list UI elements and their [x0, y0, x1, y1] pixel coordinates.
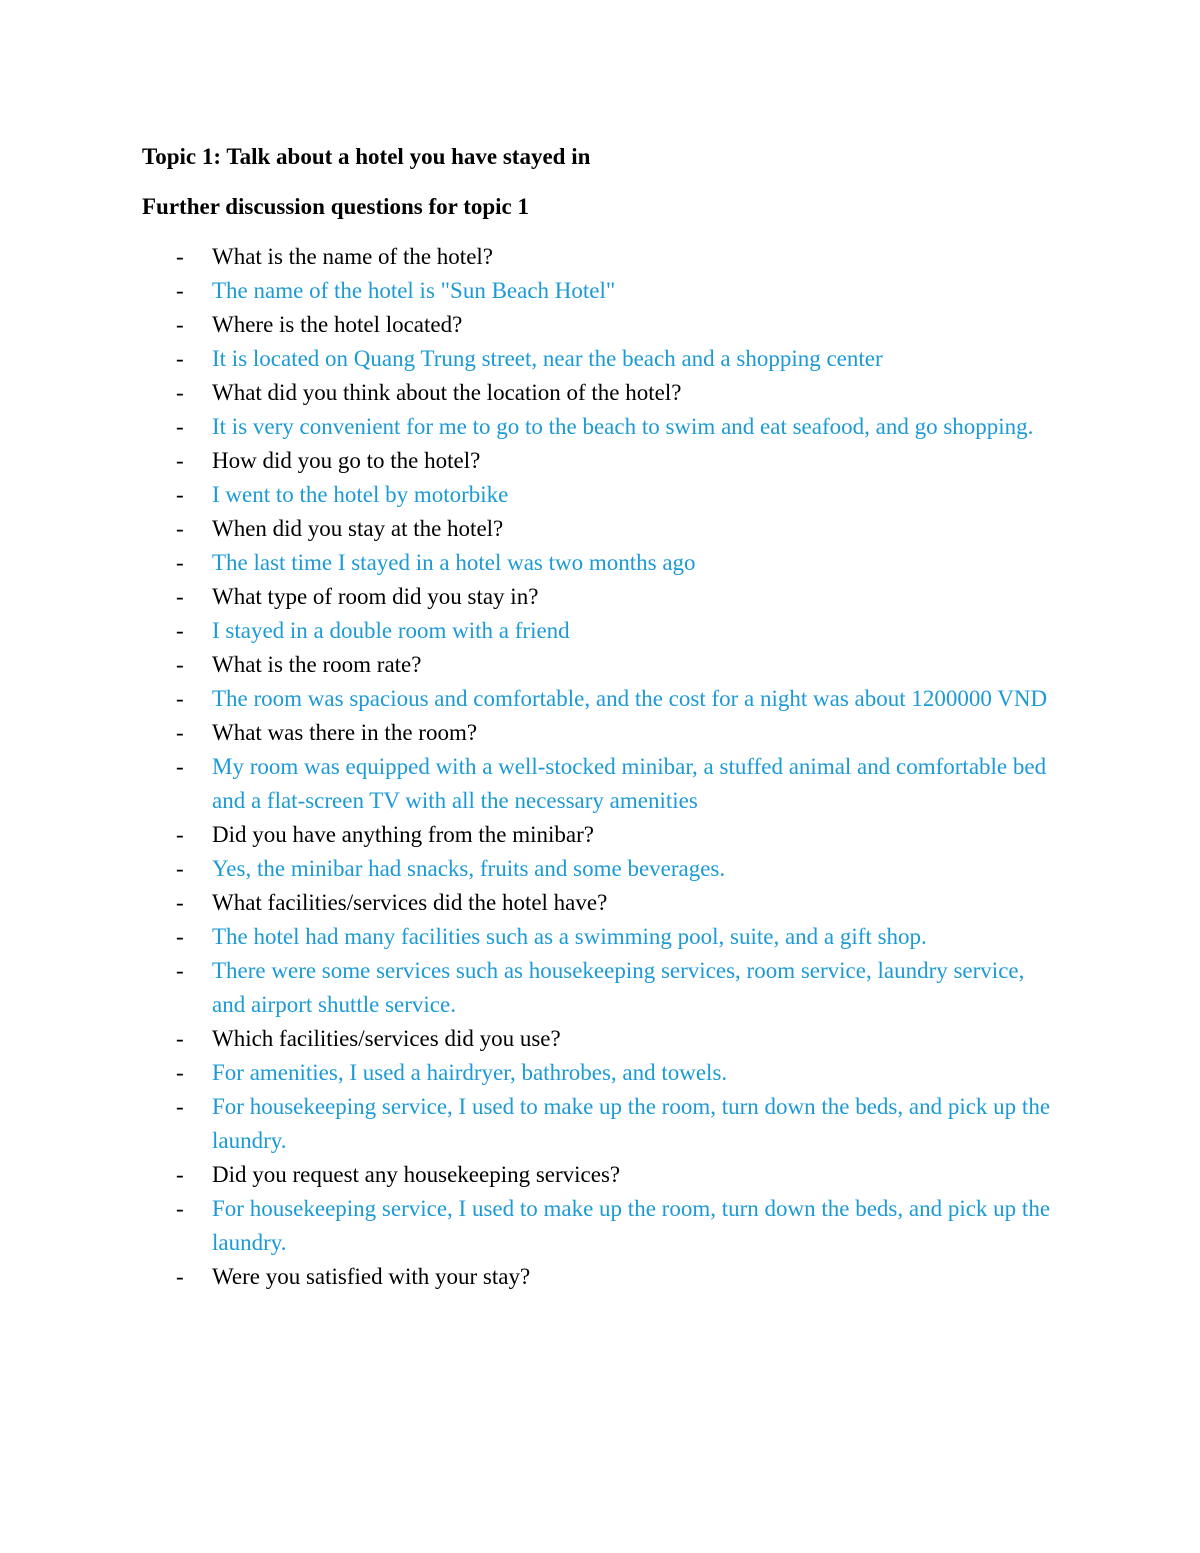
question-item: - What was there in the room? — [142, 716, 1062, 750]
answer-item: - Yes, the minibar had snacks, fruits and some beverages. — [142, 852, 1062, 886]
answer-item: - The name of the hotel is "Sun Beach Hotel" — [142, 274, 1062, 308]
answer-item: - There were some services such as housekeeping services, room service, laundry service, and airport shuttle service. — [142, 954, 1062, 1022]
question-item: - What is the name of the hotel? — [142, 240, 1062, 274]
answer-item: - The hotel had many facilities such as a swimming pool, suite, and a gift shop. — [142, 920, 1062, 954]
answer-item: - I stayed in a double room with a friend — [142, 614, 1062, 648]
question-item: - What facilities/services did the hotel have? — [142, 886, 1062, 920]
document-subtitle: Further discussion questions for topic 1 — [142, 194, 530, 219]
question-item: - When did you stay at the hotel? — [142, 512, 1062, 546]
answer-item: - For housekeeping service, I used to make up the room, turn down the beds, and pick up the laundry. — [142, 1192, 1062, 1260]
question-item: - What is the room rate? — [142, 648, 1062, 682]
question-item: - Were you satisfied with your stay? — [142, 1260, 1062, 1294]
question-item: - What type of room did you stay in? — [142, 580, 1062, 614]
qa-list — [142, 240, 1062, 1294]
question-item: - What did you think about the location of the hotel? — [142, 376, 1062, 410]
question-item: - Which facilities/services did you use? — [142, 1022, 1062, 1056]
question-item: - Where is the hotel located? — [142, 308, 1062, 342]
question-item: - Did you have anything from the minibar? — [142, 818, 1062, 852]
answer-item: - The room was spacious and comfortable, and the cost for a night was about 1200000 VND — [142, 682, 1062, 716]
question-item: - How did you go to the hotel? — [142, 444, 1062, 478]
question-item: - Did you request any housekeeping services? — [142, 1158, 1062, 1192]
document-content — [142, 140, 1062, 1294]
answer-item: - The last time I stayed in a hotel was two months ago — [142, 546, 1062, 580]
answer-item: - It is located on Quang Trung street, near the beach and a shopping center — [142, 342, 1062, 376]
answer-item: - I went to the hotel by motorbike — [142, 478, 1062, 512]
answer-item: - My room was equipped with a well-stocked minibar, a stuffed animal and comfortable bed and a flat-screen TV with all the necessary amenities — [142, 750, 1062, 818]
answer-item: - For housekeeping service, I used to make up the room, turn down the beds, and pick up the laundry. — [142, 1090, 1062, 1158]
answer-item: - It is very convenient for me to go to the beach to swim and eat seafood, and go shopping. — [142, 410, 1062, 444]
document-title: Topic 1: Talk about a hotel you have stayed in — [142, 144, 591, 169]
answer-item: - For amenities, I used a hairdryer, bathrobes, and towels. — [142, 1056, 1062, 1090]
